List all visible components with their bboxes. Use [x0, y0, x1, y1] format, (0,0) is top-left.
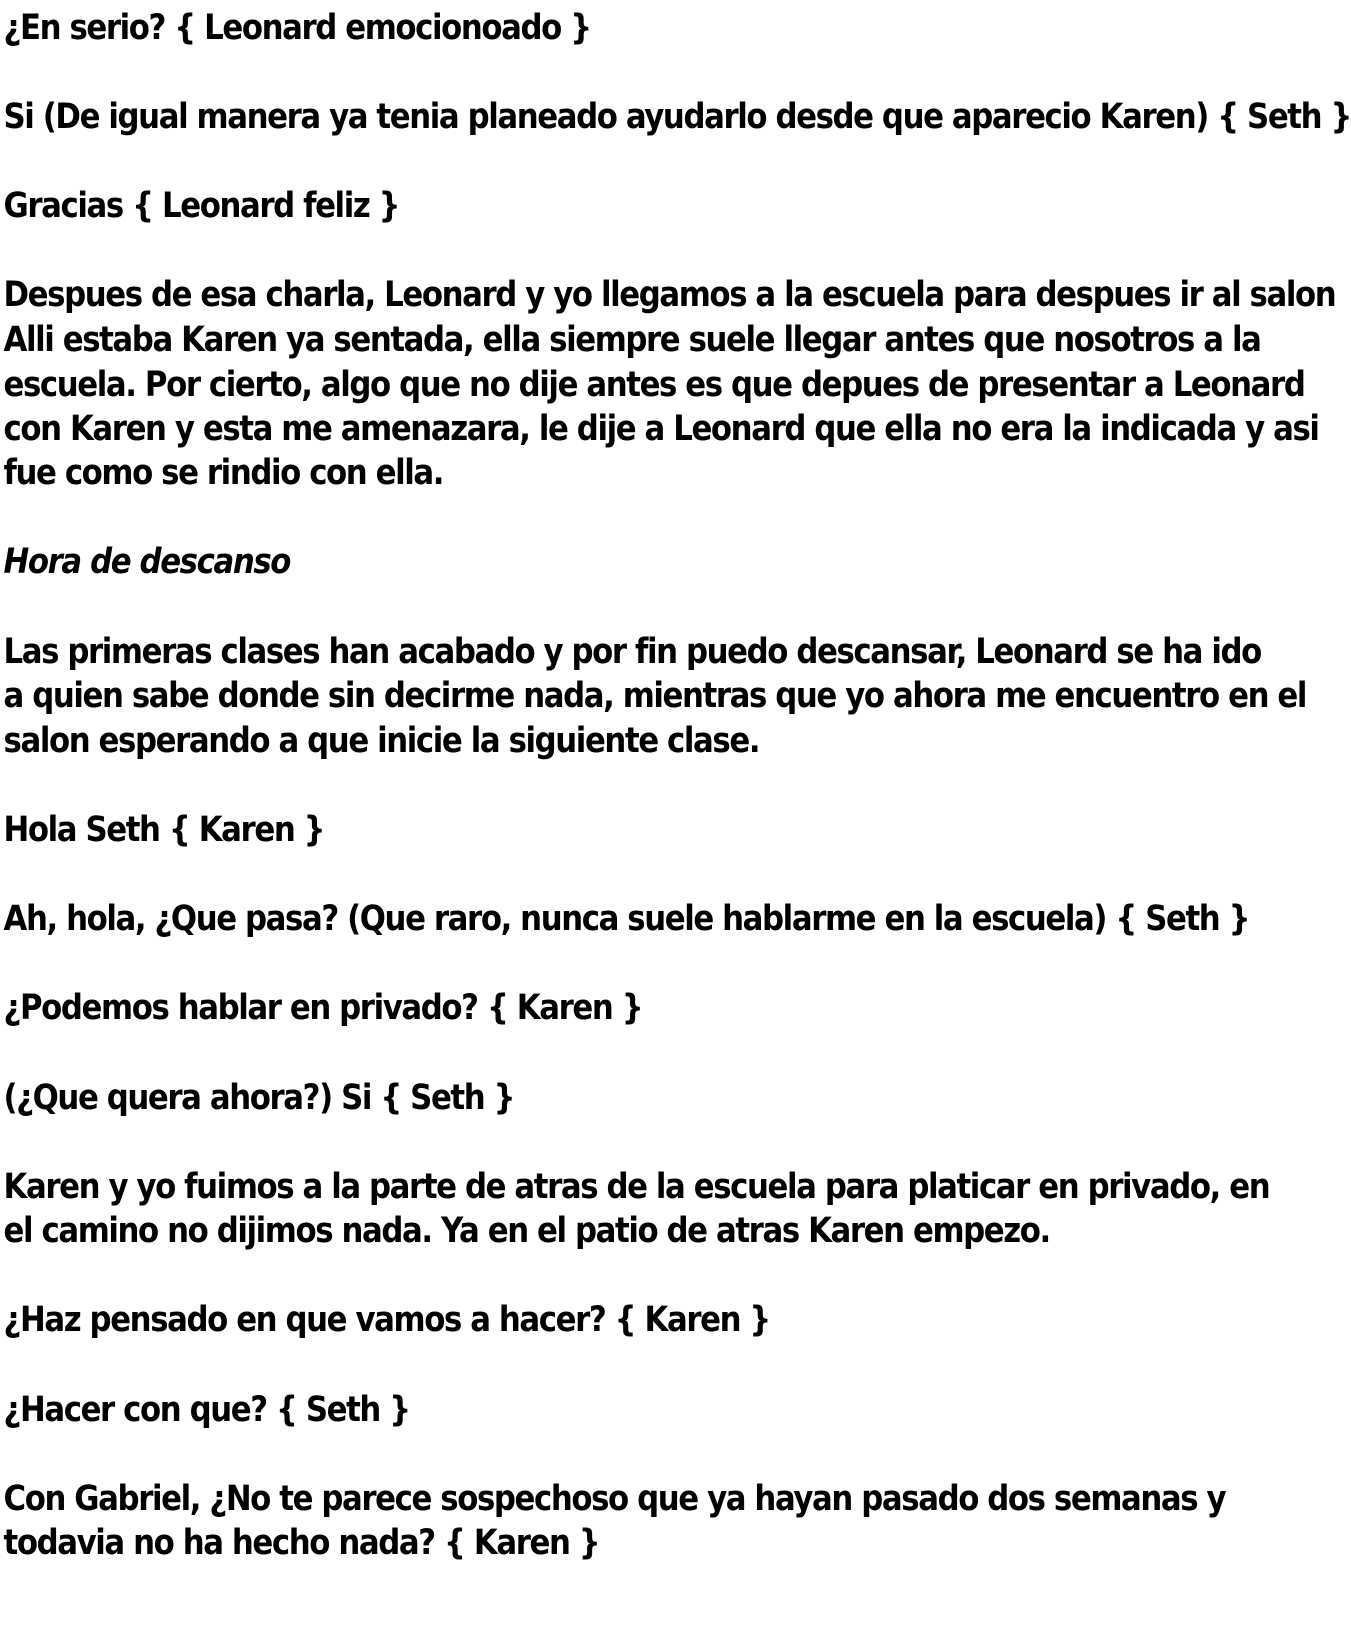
dialogue-line: Con Gabriel, ¿No te parece sospechoso que ya hayan pasado dos semanas y — [3, 1479, 1226, 1519]
narration-line: Karen y yo fuimos a la parte de atras de la escuela para platicar en privado, en — [3, 1167, 1270, 1207]
dialogue-line: todavia no ha hecho nada? { Karen } — [3, 1523, 600, 1563]
narration-line: con Karen y esta me amenazara, le dije a Leonard que ella no era la indicada y asi — [3, 409, 1319, 449]
dialogue-line: ¿Hacer con que? { Seth } — [3, 1390, 410, 1430]
dialogue-line: ¿Podemos hablar en privado? { Karen } — [3, 988, 643, 1028]
scene-heading: Hora de descanso — [3, 542, 291, 582]
dialogue-line: ¿Haz pensado en que vamos a hacer? { Karen } — [3, 1300, 770, 1340]
narration-line: Despues de esa charla, Leonard y yo llegamos a la escuela para despues ir al salon — [3, 275, 1336, 315]
dialogue-line: Si (De igual manera ya tenia planeado ayudarlo desde que aparecio Karen) { Seth } — [3, 97, 1351, 137]
narration-line: el camino no dijimos nada. Ya en el patio de atras Karen empezo. — [3, 1211, 1050, 1251]
narration-line: Las primeras clases han acabado y por fin puedo descansar, Leonard se ha ido — [3, 632, 1261, 672]
narration-line: fue como se rindio con ella. — [3, 453, 444, 493]
dialogue-line: Hola Seth { Karen } — [3, 810, 325, 850]
narration-line: escuela. Por cierto, algo que no dije antes es que depues de presentar a Leonard — [3, 365, 1305, 405]
dialogue-line: ¿En serio? { Leonard emocionoado } — [3, 8, 591, 48]
dialogue-line: Ah, hola, ¿Que pasa? (Que raro, nunca suele hablarme en la escuela) { Seth } — [3, 899, 1250, 939]
narration-line: salon esperando a que inicie la siguiente clase. — [3, 721, 760, 761]
dialogue-line: Gracias { Leonard feliz } — [3, 186, 400, 226]
narration-line: a quien sabe donde sin decirme nada, mientras que yo ahora me encuentro en el — [3, 676, 1307, 716]
dialogue-line: (¿Que quera ahora?) Si { Seth } — [3, 1078, 515, 1118]
narration-line: Alli estaba Karen ya sentada, ella siempre suele llegar antes que nosotros a la — [3, 320, 1261, 360]
